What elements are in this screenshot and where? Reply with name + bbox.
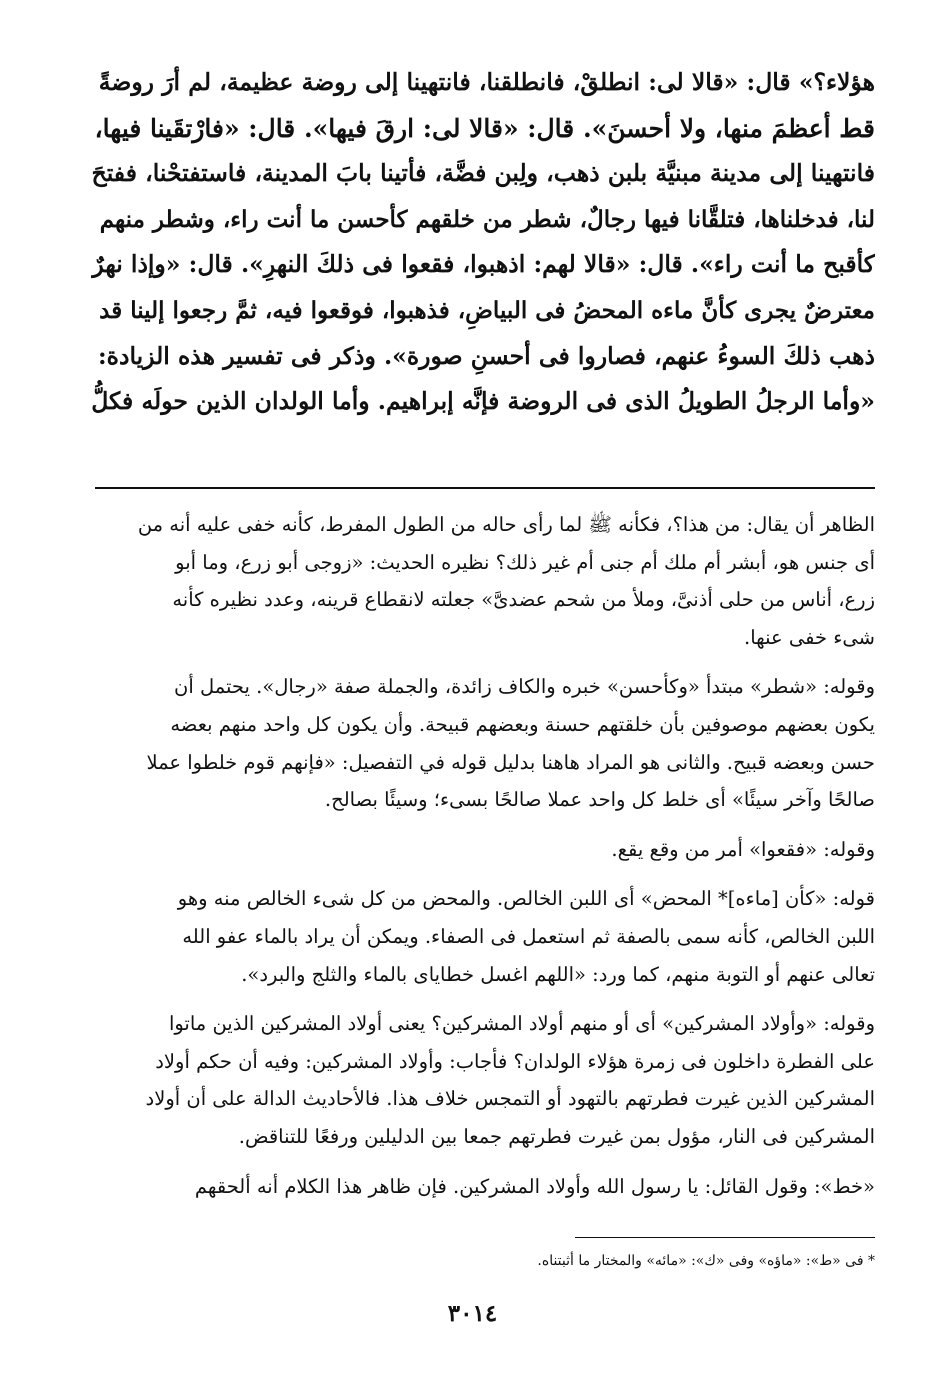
section-divider <box>95 487 875 489</box>
commentary-paragraph <box>98 506 875 656</box>
commentary-line: تعالى عنهم أو التوبة منهم، كما ورد: «اللهم اغسل خطاياى بالماء والثلج والبرد». <box>241 962 875 986</box>
commentary-line: وقوله: «وأولاد المشركين» أى أو منهم أولاد المشركين؟ يعنى أولاد المشركين الذين ماتوا <box>168 1012 875 1036</box>
commentary-line: صالحًا وآخر سيئًا» أى خلط كل واحد عملا صالحًا بسىء؛ وسيئًا بصالح. <box>324 788 875 812</box>
main-text-line: هؤلاء؟» قال: «قالا لى: انطلقْ، فانطلقنا، فانتهينا إلى روضة عظيمة، لم أرَ روضةً <box>98 68 875 96</box>
commentary-paragraph <box>98 1168 875 1206</box>
commentary-line: على الفطرة داخلون فى زمرة هؤلاء الولدان؟ فأجاب: وأولاد المشركين: وفيه أن حكم أولاد <box>155 1049 875 1073</box>
footnote-divider <box>575 1237 875 1238</box>
page-number: ٣٠١٤ <box>447 1300 498 1327</box>
main-text-line: قط أعظمَ منها، ولا أحسنَ». قال: «قالا لى: ارقَ فيها». قال: «فارْتقَينا فيها، <box>94 113 875 143</box>
commentary-notes <box>98 506 875 1217</box>
commentary-paragraph <box>98 831 875 869</box>
commentary-line: شىء خفى عنها. <box>744 625 875 649</box>
commentary-paragraph <box>98 668 875 818</box>
commentary-line: زرع، أناس من حلى أذنىَّ، وملأ من شحم عضدىَّ» جعلته لانقطاع قرينه، وعدد نظيره كأنه <box>172 588 875 612</box>
commentary-line: حسن وبعضه قبيح. والثانى هو المراد هاهنا بدليل قوله في التفصيل: «فإنهم قوم خلطوا عملا <box>146 750 875 774</box>
main-text-line: كأقبح ما أنت راء». قال: «قالا لهم: اذهبوا، فقعوا فى ذلكَ النهرِ». قال: «وإذا نهرٌ <box>92 250 875 279</box>
main-text-line: ذهب ذلكَ السوءُ عنهم، فصاروا فى أحسنِ صورة». وذكر فى تفسير هذه الزيادة: <box>98 341 875 370</box>
commentary-line: أى جنس هو، أبشر أم ملك أم جنى أم غير ذلك؟ نظيره الحديث: «زوجى أبو زرع، وما أبو <box>175 550 875 574</box>
main-text-line: لنا، فدخلناها، فتلقَّانا فيها رجالٌ، شطر من خلقهم كأحسن ما أنت راء، وشطر منهم <box>99 205 875 233</box>
commentary-line: اللبن الخالص، كأنه سمى بالصفة ثم استعمل فى الصفاء. ويمكن أن يراد بالماء عفو الله <box>182 924 875 948</box>
commentary-paragraph <box>98 1005 875 1155</box>
main-text-line: «وأما الرجلُ الطويلُ الذى فى الروضة فإنَّه إبراهيم. وأما الولدان الذين حولَه فكلُّ <box>91 387 875 416</box>
commentary-line: «خط»: وقول القائل: يا رسول الله وأولاد المشركين. فإن ظاهر هذا الكلام أنه ألحقهم <box>194 1174 875 1198</box>
commentary-line: وقوله: «شطر» مبتدأ «وكأحسن» خبره والكاف زائدة، والجملة صفة «رجال». يحتمل أن <box>174 675 875 699</box>
footnote: * فى «ط»: «ماؤه» وفى «ك»: «مائه» والمختار ما أثبتناه. <box>537 1253 875 1269</box>
main-text-block <box>86 60 875 425</box>
commentary-line: يكون بعضهم موصوفين بأن خلقتهم حسنة وبعضهم قبيحة. وأن يكون كل واحد منهم بعضه <box>170 712 875 736</box>
main-text-line: فانتهينا إلى مدينة مبنيَّة بلبن ذهب، ولِبن فضَّة، فأتينا بابَ المدينة، فاستفتحْنا، ففتحَ <box>91 159 875 188</box>
main-text-line: معترضٌ يجرى كأنَّ ماءه المحضُ فى البياضِ، فذهبوا، فوقعوا فيه، ثمَّ رجعوا إلينا قد <box>99 296 875 324</box>
commentary-line: وقوله: «فقعوا» أمر من وقع يقع. <box>611 837 875 861</box>
commentary-line: الظاهر أن يقال: من هذا؟، فكأنه ﷺ لما رأى حاله من الطول المفرط، كأنه خفى عليه أنه من <box>137 513 875 536</box>
commentary-line: المشركين فى النار، مؤول بمن غيرت فطرتهم جمعا بين الدليلين ورفعًا للتناقض. <box>238 1124 875 1148</box>
commentary-paragraph <box>98 880 875 993</box>
commentary-line: المشركين الذين غيرت فطرتهم بالتهود أو التمجس خلاف هذا. فالأحاديث الدالة على أن أولاد <box>145 1087 875 1111</box>
commentary-line: قوله: «كأن [ماءه]* المحض» أى اللبن الخالص. والمحض من كل شىء الخالص منه وهو <box>177 887 875 911</box>
